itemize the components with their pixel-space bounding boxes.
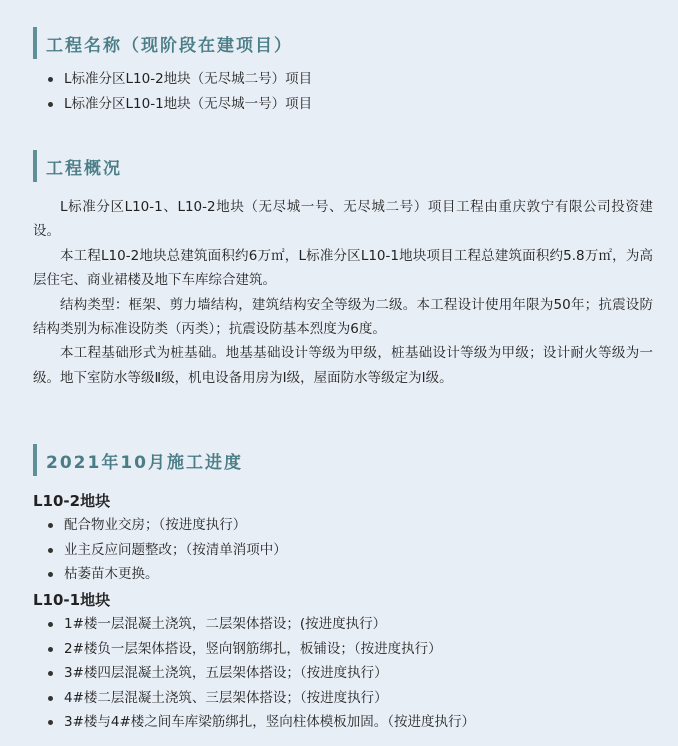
bullet-icon: [48, 647, 53, 652]
list-item: 2#楼负一层架体搭设，竖向钢筋绑扎，板铺设；（按进度执行）: [0, 637, 475, 662]
section-heading-project-name: [33, 27, 293, 59]
list-item: 3#楼与4#楼之间车库梁筋绑扎，竖向柱体模板加固。（按进度执行）: [0, 710, 475, 735]
block-title-l10-1: L10-1地块: [33, 591, 111, 609]
bullet-icon: [48, 77, 53, 82]
bullet-icon: [48, 523, 53, 528]
block-title-l10-2: L10-2地块: [33, 492, 111, 510]
bullet-icon: [48, 720, 53, 725]
list-item: 4#楼二层混凝土浇筑、三层架体搭设；（按进度执行）: [0, 686, 475, 711]
list-item: 业主反应问题整改；（按清单消项中）: [0, 538, 287, 563]
bullet-icon: [48, 548, 53, 553]
list-item: L标准分区L10-2地块（无尽城二号）项目: [0, 67, 312, 92]
bullet-icon: [48, 696, 53, 701]
overview-paragraph: 本工程基础形式为桩基础。地基基础设计等级为甲级，桩基础设计等级为甲级；设计耐火等级为一级。地下室防水等级Ⅱ级，机电设备用房为Ⅰ级，屋面防水等级定为Ⅰ级。: [33, 345, 653, 386]
list-item: L标准分区L10-1地块（无尽城一号）项目: [0, 92, 312, 117]
list-item: 3#楼四层混凝土浇筑，五层架体搭设；（按进度执行）: [0, 661, 475, 686]
overview-paragraph: 结构类型：框架、剪力墙结构，建筑结构安全等级为二级。本工程设计使用年限为50年；抗震设防结构类别为标准设防类（丙类）；抗震设防基本烈度为6度。: [33, 296, 653, 338]
bullet-icon: [48, 671, 53, 676]
section-heading-progress: [33, 444, 243, 476]
l10-1-progress-list: [0, 612, 475, 735]
overview-paragraph: 本工程L10-2地块总建筑面积约6万㎡，L标准分区L10-1地块项目工程总建筑面积约5.8万㎡，为高层住宅、商业裙楼及地下车库综合建筑。: [33, 247, 653, 289]
project-name-list: [0, 67, 312, 116]
section-heading-project-name-text: 工程名称（现阶段在建项目）: [46, 35, 293, 56]
list-item: 枯萎苗木更换。: [0, 562, 287, 587]
list-item: 配合物业交房；（按进度执行）: [0, 513, 287, 538]
section-heading-overview-text: 工程概况: [46, 158, 122, 179]
bullet-icon: [48, 102, 53, 107]
bullet-icon: [48, 622, 53, 627]
bullet-icon: [48, 572, 53, 577]
overview-paragraph: L标准分区L10-1、L10-2地块（无尽城一号、无尽城二号）项目工程由重庆敦宁有限公司投资建设。: [33, 199, 653, 240]
overview-body: [33, 195, 653, 390]
section-heading-overview: [33, 150, 122, 182]
section-heading-progress-text: 2021年10月施工进度: [46, 452, 243, 473]
list-item: 1#楼一层混凝土浇筑，二层架体搭设；(按进度执行）: [0, 612, 475, 637]
l10-2-progress-list: [0, 513, 287, 587]
